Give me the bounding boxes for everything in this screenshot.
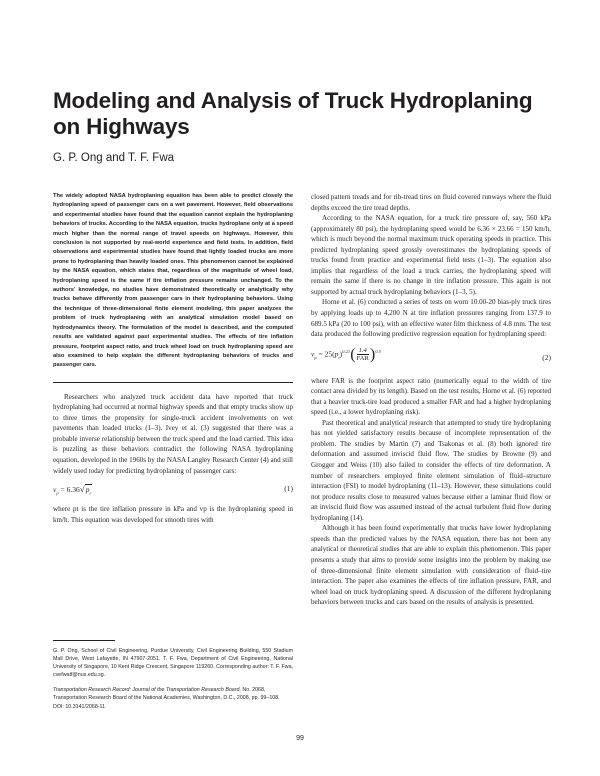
footnote bbox=[53, 640, 293, 711]
right-column bbox=[311, 192, 551, 608]
abstract: The widely adopted NASA hydroplaning equation has been able to predict closely the hydroplaning speed of passenger cars on a wet pavement. However, field observations and experimental studies have found that the equation cannot explain the hydroplaning behaviors of trucks. According to the NASA equation, trucks hydroplane only at a speed much higher than the normal range of travel speeds on highways. However, this conclusion is not supported by real-world experience and field tests. In addition, field observations and experimental studies have found that lightly loaded trucks are more prone to hydroplaning than heavily loaded ones. This phenomenon cannot be explained by the NASA equation, which states that, regardless of the magnitude of wheel load, hydroplaning speed is the same if tire inflation pressure remains unchanged. To the authors' knowledge, no studies have demonstrated theoretically or analytically why trucks behave differently from passenger cars in their hydroplaning behaviors. Using the technique of three-dimensional finite element modeling, this paper analyzes the problem of truck hydroplaning with an analytical simulation model based on hydrodynamics theory. The formulation of the model is described, and the computed results are validated against past experimental studies. The effects of tire inflation pressure, footprint aspect ratio, and truck wheel load on truck hydroplaning speed are also examined to help explain the different hydroplaning behaviors of trucks and passenger cars. bbox=[53, 193, 293, 369]
body-paragraph: Researchers who analyzed truck accident data have reported that truck hydroplaning had occurred at normal highway speeds and that empty trucks show up to three times the propensity for single-truck accident involvements on wet pavements than loaded trucks (1–3). Ivey et al. (3) suggested that there was a probable inverse relationship between the truck speed and the load carried. This idea is puzzling as these behaviors contradict the following NASA hydroplaning equation, developed in the 1960s by the NASA Langley Research Center (4) and still widely used today for predicting hydroplaning of passenger cars: bbox=[53, 392, 293, 475]
equation-1 bbox=[53, 480, 293, 500]
body-paragraph: According to the NASA equation, for a truck tire pressure of, say, 560 kPa (approximately 80 psi), the hydroplaning speed would be 6.36 × 23.66 = 150 km/h, which is much beyond the normal maximum truck operating speeds in practice. This predicted hydroplaning speed grossly overestimates the hydroplaning speeds of trucks found from practice and experimental field tests (1–3). The equation also implies that regardless of the load a truck carries, the hydroplaning speed will remain the same if there is no change in tire inflation pressure. This again is not supported by actual truck hydroplaning behaviors (1–3, 5). bbox=[311, 214, 551, 296]
body-paragraph: where FAR is the footprint aspect ratio (numerically equal to the width of tire contact area divided by its length). Based on the test results, Horne et al. (6) reported that a heavier truck-tire load produced a smaller FAR and had a higher hydroplaning speed (i.e., a lower hydroplaning risk). bbox=[311, 376, 551, 417]
paper-title: Modeling and Analysis of Truck Hydroplaning on Highways bbox=[53, 88, 533, 139]
left-column bbox=[53, 192, 293, 525]
body-paragraph: Past theoretical and analytical research that attempted to study tire hydroplaning has not yielded satisfactory results because of incomplete representation of the problem. The studies by Martin (7) and Tsakonas et al. (8) both ignored tire deformation and assumed inviscid fluid flow. The studies by Browne (9) and Grogger and Weiss (10) also failed to consider the effects of tire deformation. A number of researchers employed finite element simulation of fluid–structure interaction (FSI) to model hydroplaning (11–13). However, these simulations could not produce results close to measured values because either a laminar fluid flow or an inviscid fluid flow was assumed instead of the actual turbulent fluid flow during hydroplaning (14). bbox=[311, 418, 551, 522]
body-paragraph: Although it has been found experimentally that trucks have lower hydroplaning speeds than the predicted values by the NASA equation, there has not been any analytical or theoretical studies that are able to explain this phenomenon. This paper presents a study that aims to provide some insights into the problem by making use of three-dimensional finite element simulation with consideration of fluid–tire interaction. The paper also examines the effects of tire inflation pressure, FAR, and wheel load on truck hydroplaning speed. A discussion of the different hydroplaning behaviors between trucks and cars based on the results of analysis is presented. bbox=[311, 524, 551, 607]
equation-1-expression: $v_p = 6.36√p_t$ bbox=[53, 484, 91, 496]
equation-1-number: (1) bbox=[284, 484, 293, 494]
equation-2-number: (2) bbox=[542, 352, 551, 362]
author-affiliation: G. P. Ong, School of Civil Engineering, Purdue University, Civil Engineering Building, 550 Stadium Mall Drive, West Lafayette, IN 47907-2051. T. F. Fwa, Department of Civil Engineering, National University of Singapore, 10 Kent Ridge Crescent, Singapore 119260. Corresponding author: T. F. Fwa, cvefwatf@nus.edu.sg. bbox=[53, 648, 293, 679]
footnote-rule bbox=[53, 640, 115, 641]
body-paragraph: closed pattern treads and for rib-tread tires on fluid covered runways where the fluid depths exceed the tire tread depths. bbox=[311, 193, 551, 212]
body-paragraph: Horne et al. (6) conducted a series of tests on worn 10.00-20 bias-ply truck tires by applying loads up to 4,200 N at tire inflation pressures ranging from 137.9 to 689.5 kPa (20 to 100 psi), with an effective water film thickness of 4.8 mm. The test data produced the following predictive regression equation for hydroplaning speed: bbox=[311, 298, 551, 339]
page-number: 99 bbox=[296, 735, 304, 742]
abstract-rule bbox=[53, 382, 293, 383]
body-paragraph: where pt is the tire inflation pressure in kPa and vp is the hydroplaning speed in km/h. This equation was developed for smooth tires with bbox=[53, 505, 293, 524]
equation-2 bbox=[311, 344, 551, 372]
doi: DOI: 10.3141/2068-11 bbox=[53, 703, 106, 710]
paper-authors: G. P. Ong and T. F. Fwa bbox=[53, 152, 175, 164]
equation-2-expression: $v_p = 25(p_t)^{0.21}$( $\frac{1.4}{\text{FAR}}$ )$^{0.5}$ bbox=[311, 345, 381, 363]
journal-citation: Transportation Research Record: Journal of the Transportation Research Board, No. 2068, Transportation Research Board of the National Academies, Washington, D.C., 2008, pp. 99–108. bbox=[53, 687, 280, 702]
